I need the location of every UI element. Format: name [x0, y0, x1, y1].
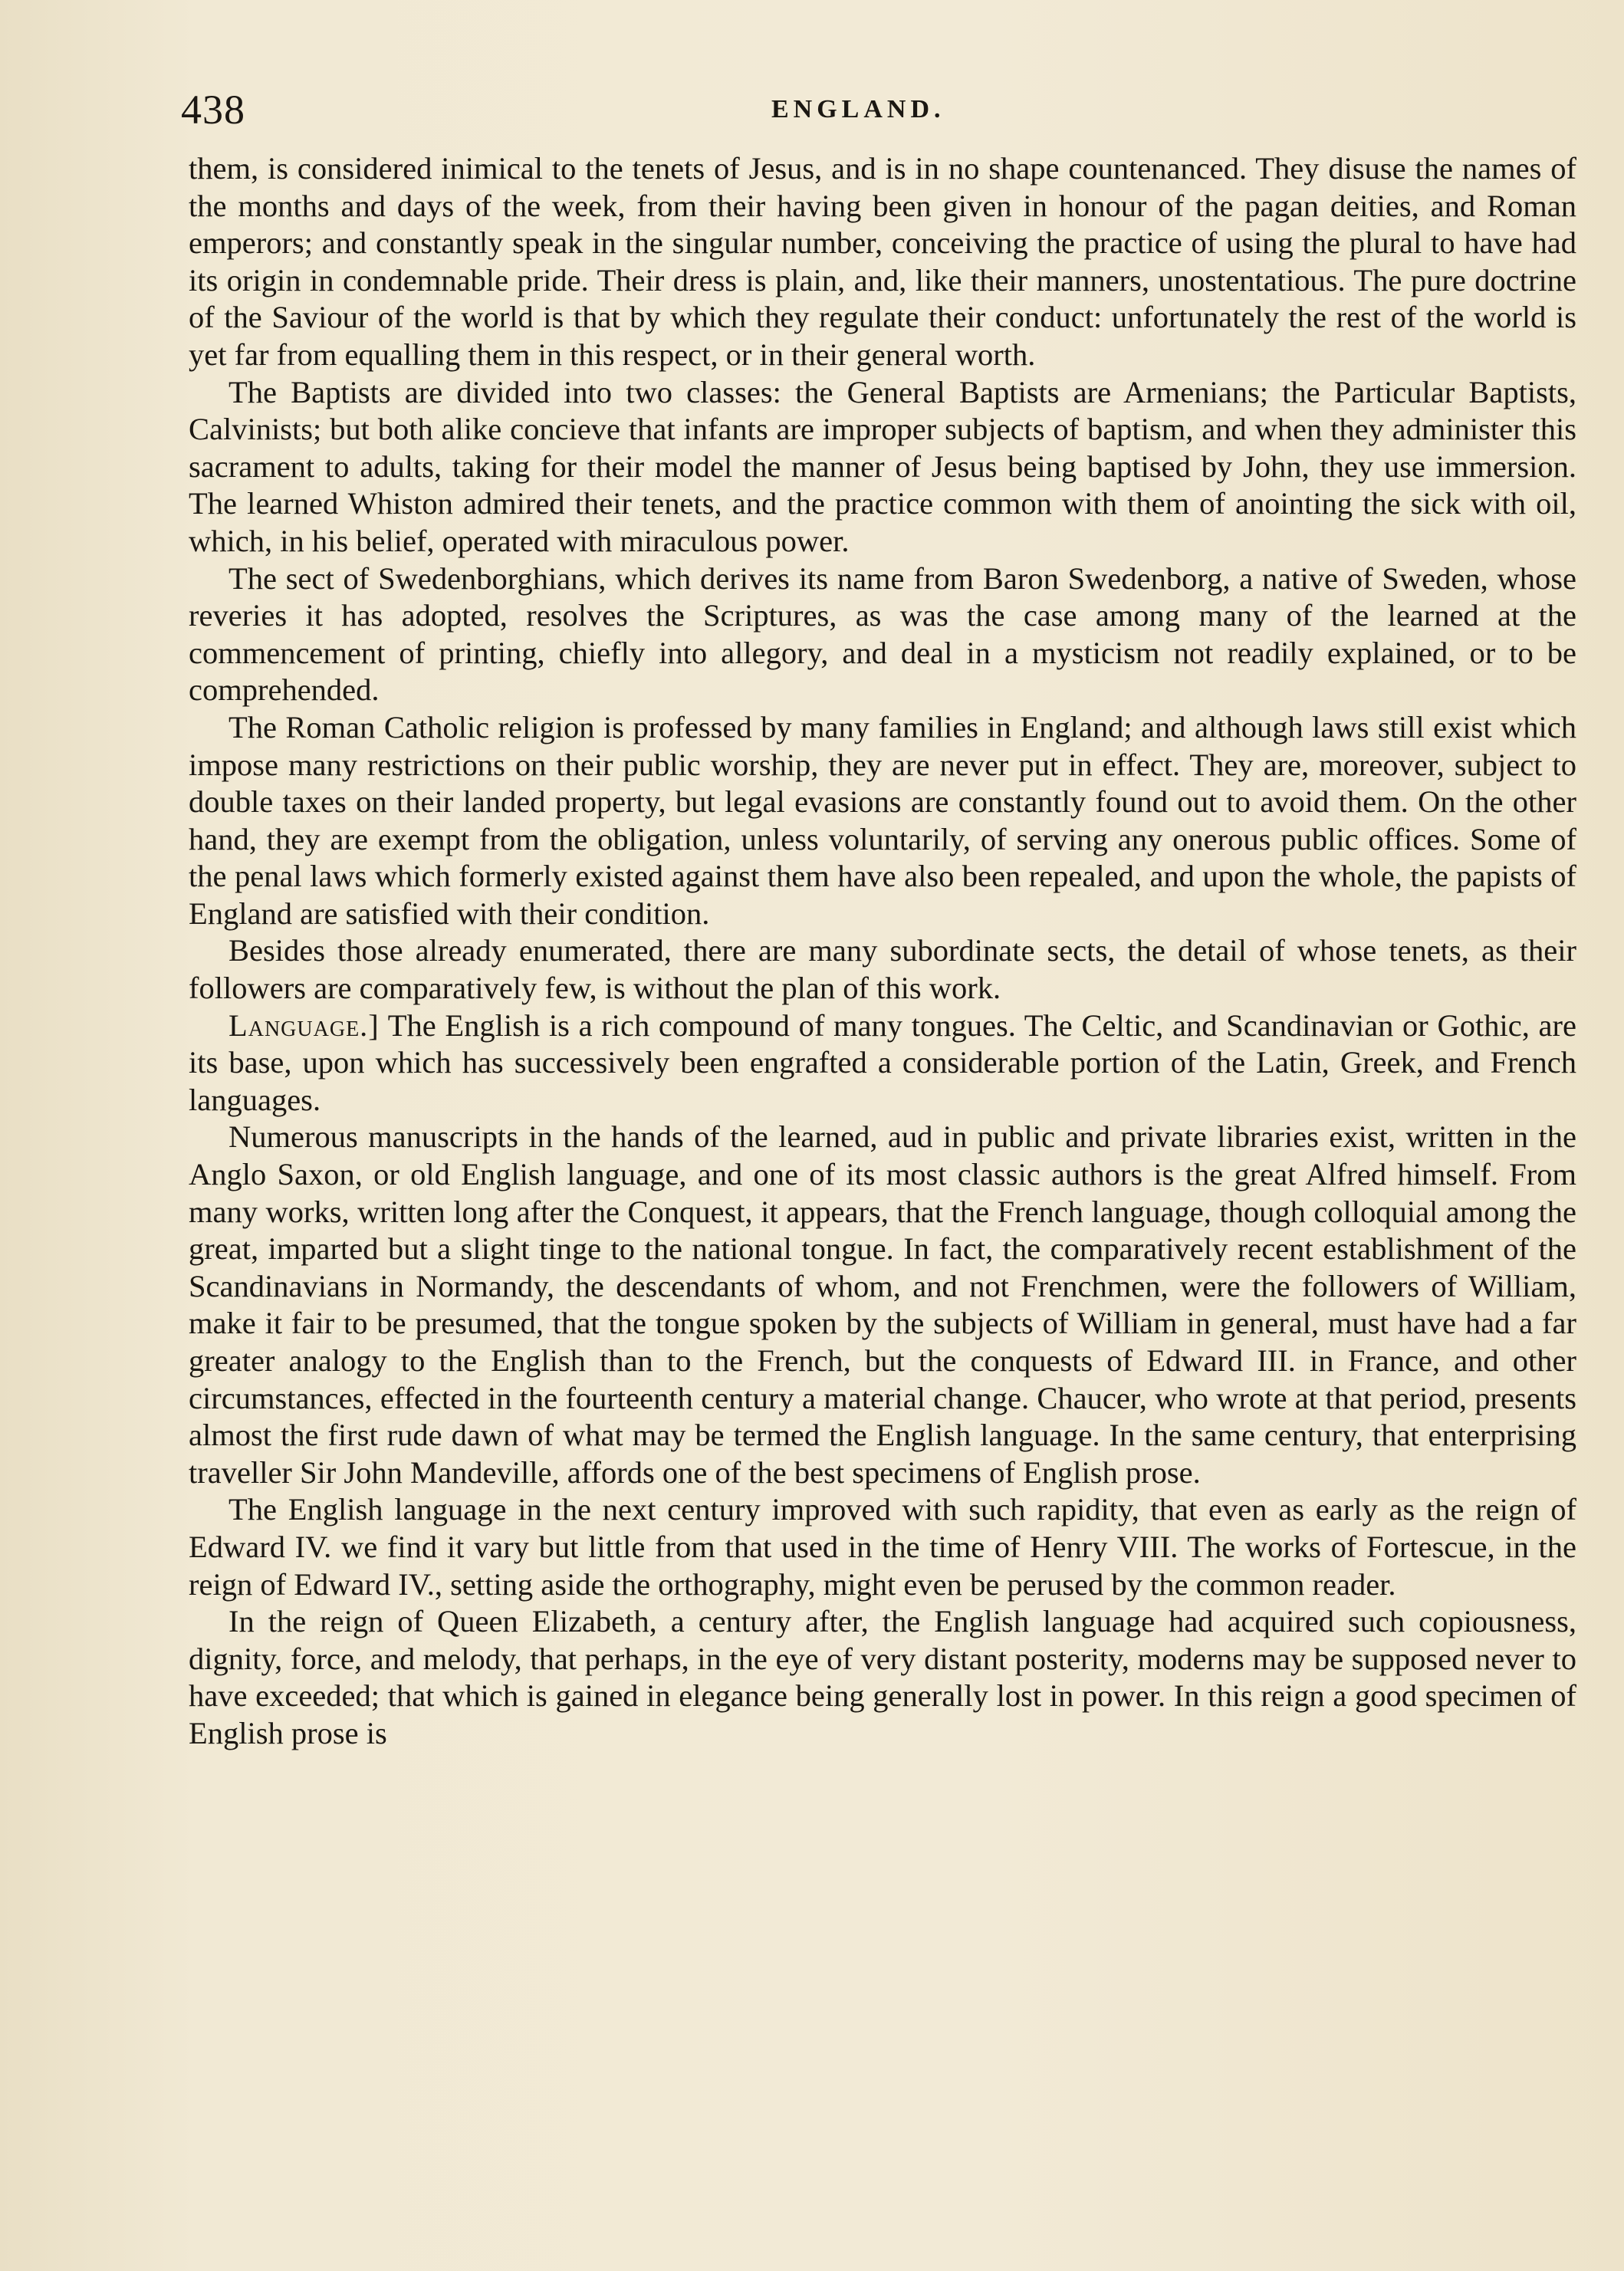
paragraph-elizabeth: [189, 1603, 1576, 1752]
paragraph-text: Numerous manuscripts in the hands of the learned, aud in public and private libraries exist, written in the Anglo Saxon, or old English language, and one of its most classic authors is the great Alfred himself. From many works, written long after the Conquest, it appears, that the French language, though colloquial among the great, imparted but a slight tinge to the national tongue. In fact, the comparatively recent establishment of the Scandinavians in Normandy, the descendants of whom, and not Frenchmen, were the followers of William, make it fair to be presumed, that the tongue spoken by the subjects of William in general, must have had a far greater analogy to the English than to the French, but the conquests of Edward III. in France, and other circumstances, effected in the fourteenth century a material change. Chaucer, who wrote at that period, presents almost the first rude dawn of what may be termed the English language. In the same century, that enterprising traveller Sir John Mandeville, affords one of the best specimens of English prose.: [189, 1119, 1576, 1490]
paragraph-text: The Baptists are divided into two classes: the General Baptists are Armenians; the Particular Baptists, Calvinists; but both alike concieve that infants are improper subjects of baptism, and when they administer this sacrament to adults, taking for their model the manner of Jesus being baptised by John, they use immersion. The learned Whiston admired their tenets, and the practice common with them of anointing the sick with oil, which, in his belief, operated with miraculous power.: [189, 374, 1576, 558]
page-number: 438: [181, 87, 245, 133]
paragraph-text: them, is considered inimical to the tenets of Jesus, and is in no shape countenanced. They disuse the names of the months and days of the week, from their having been given in honour of the pagan deities, and Roman emperors; and constantly speak in the singular number, conceiving the practice of using the plural to have had its origin in condemnable pride. Their dress is plain, and, like their manners, unostentatious. The pure doctrine of the Saviour of the world is that by which they regulate their conduct: unfortunately the rest of the world is yet far from equalling them in this respect, or in their general worth.: [189, 151, 1576, 372]
running-head: ENGLAND.: [771, 95, 945, 123]
body-text: [189, 150, 1576, 1753]
paragraph-subordinate-sects: [189, 932, 1576, 1007]
section-label-language: Language.]: [228, 1007, 380, 1043]
page-header: [181, 86, 1576, 147]
paragraph-baptists: [189, 374, 1576, 560]
paragraph-text: The sect of Swedenborghians, which derives its name from Baron Swedenborg, a native of Sweden, whose reveries it has adopted, resolves the Scriptures, as was the case among many of the learned at the commencement of printing, chiefly into allegory, and deal in a mysticism not readily explained, or to be comprehended.: [189, 560, 1576, 708]
paragraph-manuscripts: [189, 1119, 1576, 1491]
paragraph-text: The English language in the next century improved with such rapidity, that even as early as the reign of Edward IV. we find it vary but little from that used in the time of Henry VIII. The works of Fortescue, in the reign of Edward IV., setting aside the orthography, might even be perused by the common reader.: [189, 1492, 1576, 1602]
paragraph-text: The Roman Catholic religion is professed by many families in England; and although laws still exist which impose many restrictions on their public worship, they are never put in effect. They are, moreover, subject to double taxes on their landed property, but legal evasions are constantly found out to avoid them. On the other hand, they are exempt from the obligation, unless voluntarily, of serving any onerous public offices. Some of the penal laws which formerly existed against them have also been repealed, and upon the whole, the papists of England are satisfied with their condition.: [189, 709, 1576, 931]
paragraph-next-century: [189, 1491, 1576, 1603]
paragraph-text: In the reign of Queen Elizabeth, a century after, the English language had acquired such copiousness, dignity, force, and melody, that perhaps, in the eye of very distant posterity, moderns may be supposed never to have exceeded; that which is gained in elegance being generally lost in power. In this reign a good specimen of English prose is: [189, 1604, 1576, 1750]
paragraph-text: Besides those already enumerated, there are many subordinate sects, the detail of whose tenets, as their followers are comparatively few, is without the plan of this work.: [189, 933, 1576, 1006]
paragraph-swedenborghians: [189, 560, 1576, 709]
paragraph-quakers-continued: [189, 150, 1576, 374]
paragraph-language: [189, 1007, 1576, 1119]
paragraph-roman-catholics: [189, 709, 1576, 933]
paragraph-text: The English is a rich compound of many tongues. The Celtic, and Scandinavian or Gothic, are its base, upon which has successively been engrafted a considerable portion of the Latin, Greek, and French languages.: [189, 1007, 1576, 1117]
